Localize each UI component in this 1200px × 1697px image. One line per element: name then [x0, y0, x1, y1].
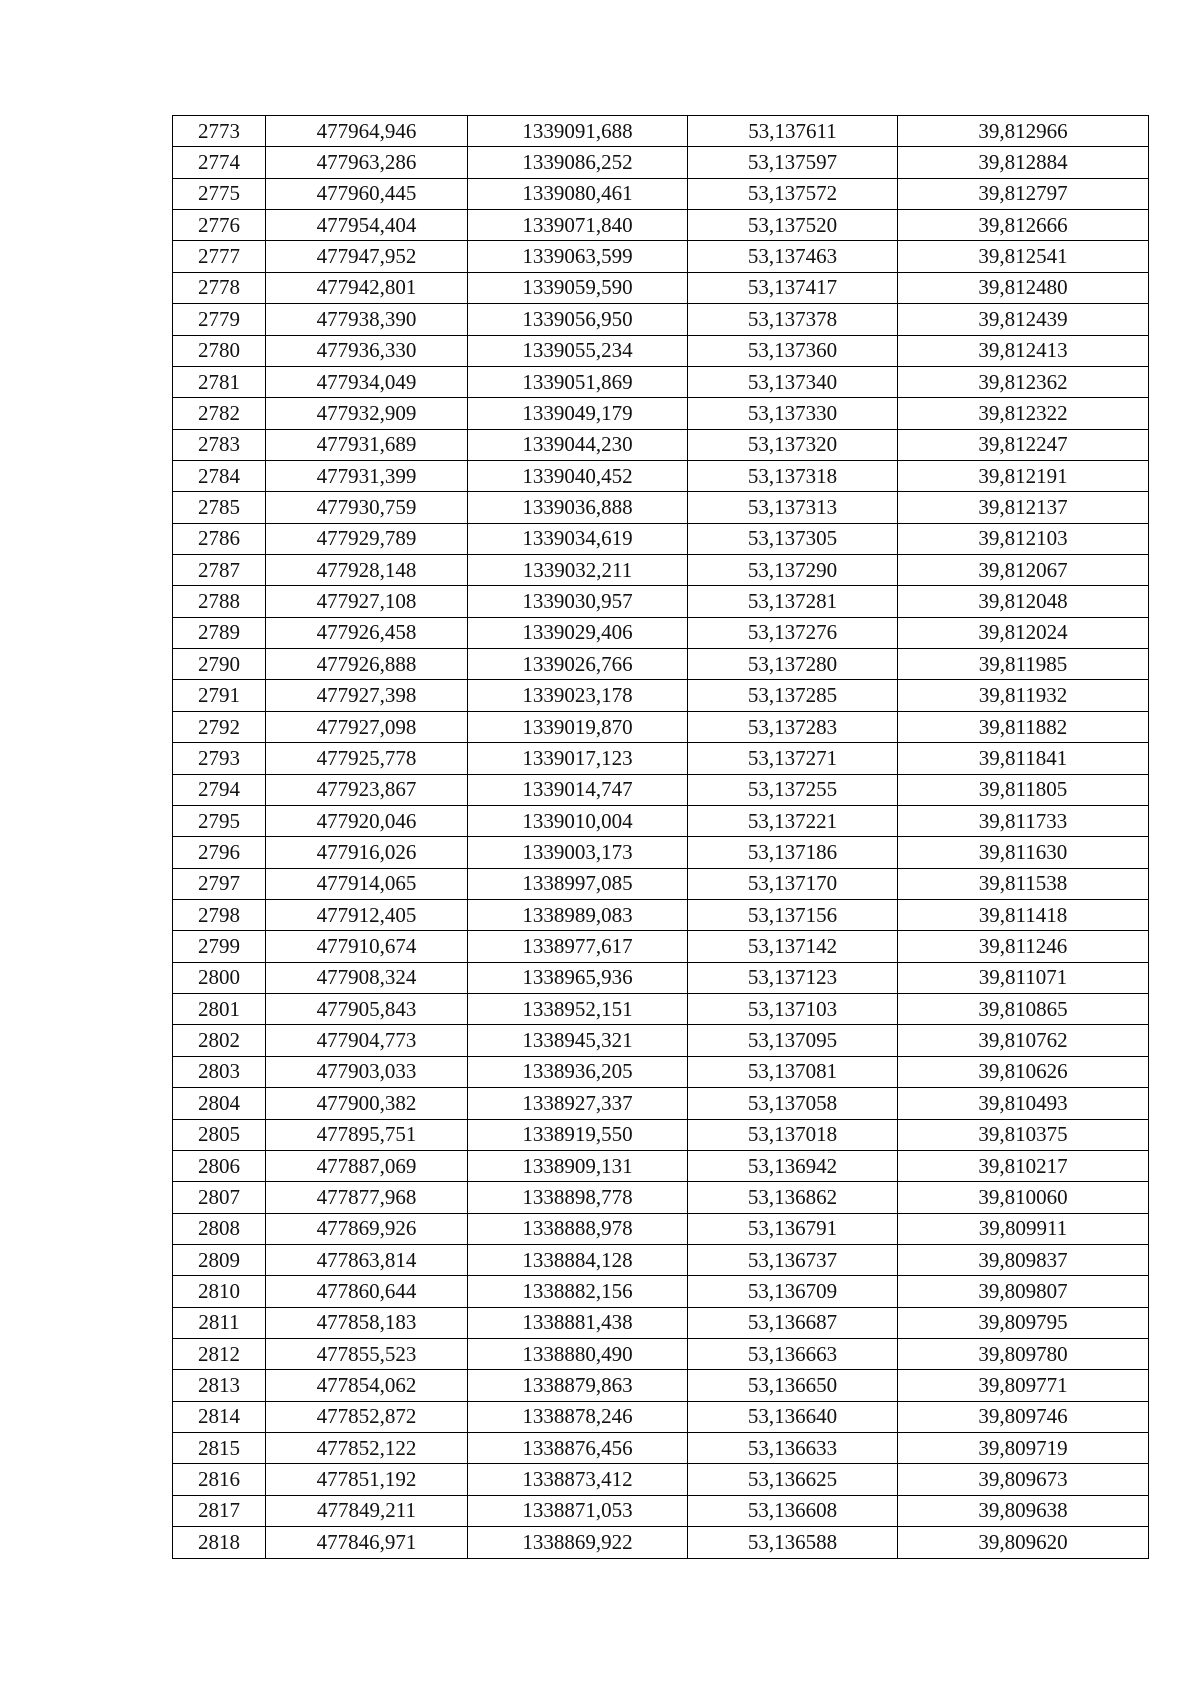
latitude-cell: 53,137285 [688, 680, 898, 711]
y-coordinate-cell: 1339059,590 [468, 272, 688, 303]
longitude-cell: 39,809780 [898, 1339, 1149, 1370]
y-coordinate-cell: 1339023,178 [468, 680, 688, 711]
table-row [173, 1244, 1149, 1275]
y-coordinate-cell: 1339086,252 [468, 147, 688, 178]
point-number-cell: 2799 [173, 931, 266, 962]
latitude-cell: 53,137305 [688, 523, 898, 554]
table-row [173, 1025, 1149, 1056]
x-coordinate-cell: 477905,843 [266, 994, 468, 1025]
table-row [173, 210, 1149, 241]
x-coordinate-cell: 477914,065 [266, 868, 468, 899]
table-row [173, 1370, 1149, 1401]
longitude-cell: 39,809620 [898, 1527, 1149, 1558]
table-row [173, 711, 1149, 742]
table-row [173, 994, 1149, 1025]
table-row [173, 837, 1149, 868]
longitude-cell: 39,812067 [898, 555, 1149, 586]
table-row [173, 962, 1149, 993]
x-coordinate-cell: 477860,644 [266, 1276, 468, 1307]
y-coordinate-cell: 1338927,337 [468, 1088, 688, 1119]
x-coordinate-cell: 477927,398 [266, 680, 468, 711]
latitude-cell: 53,136791 [688, 1213, 898, 1244]
point-number-cell: 2816 [173, 1464, 266, 1495]
y-coordinate-cell: 1338919,550 [468, 1119, 688, 1150]
x-coordinate-cell: 477930,759 [266, 492, 468, 523]
longitude-cell: 39,812413 [898, 335, 1149, 366]
y-coordinate-cell: 1338876,456 [468, 1433, 688, 1464]
latitude-cell: 53,137095 [688, 1025, 898, 1056]
y-coordinate-cell: 1338873,412 [468, 1464, 688, 1495]
table-row [173, 178, 1149, 209]
x-coordinate-cell: 477910,674 [266, 931, 468, 962]
x-coordinate-cell: 477923,867 [266, 774, 468, 805]
point-number-cell: 2775 [173, 178, 266, 209]
y-coordinate-cell: 1338881,438 [468, 1307, 688, 1338]
x-coordinate-cell: 477895,751 [266, 1119, 468, 1150]
latitude-cell: 53,137611 [688, 116, 898, 147]
longitude-cell: 39,809638 [898, 1495, 1149, 1526]
y-coordinate-cell: 1338888,978 [468, 1213, 688, 1244]
latitude-cell: 53,137221 [688, 805, 898, 836]
point-number-cell: 2793 [173, 743, 266, 774]
point-number-cell: 2807 [173, 1182, 266, 1213]
x-coordinate-cell: 477900,382 [266, 1088, 468, 1119]
point-number-cell: 2781 [173, 366, 266, 397]
latitude-cell: 53,137142 [688, 931, 898, 962]
point-number-cell: 2778 [173, 272, 266, 303]
y-coordinate-cell: 1338909,131 [468, 1150, 688, 1181]
y-coordinate-cell: 1338880,490 [468, 1339, 688, 1370]
longitude-cell: 39,811882 [898, 711, 1149, 742]
latitude-cell: 53,137340 [688, 366, 898, 397]
point-number-cell: 2794 [173, 774, 266, 805]
longitude-cell: 39,809837 [898, 1244, 1149, 1275]
table-row [173, 1182, 1149, 1213]
latitude-cell: 53,136588 [688, 1527, 898, 1558]
longitude-cell: 39,811418 [898, 899, 1149, 930]
table-row [173, 429, 1149, 460]
x-coordinate-cell: 477887,069 [266, 1150, 468, 1181]
latitude-cell: 53,137330 [688, 398, 898, 429]
x-coordinate-cell: 477942,801 [266, 272, 468, 303]
table-row [173, 1119, 1149, 1150]
table-row [173, 523, 1149, 554]
latitude-cell: 53,137018 [688, 1119, 898, 1150]
latitude-cell: 53,137103 [688, 994, 898, 1025]
longitude-cell: 39,811538 [898, 868, 1149, 899]
y-coordinate-cell: 1339051,869 [468, 366, 688, 397]
latitude-cell: 53,137313 [688, 492, 898, 523]
y-coordinate-cell: 1339040,452 [468, 460, 688, 491]
y-coordinate-cell: 1338869,922 [468, 1527, 688, 1558]
x-coordinate-cell: 477912,405 [266, 899, 468, 930]
point-number-cell: 2815 [173, 1433, 266, 1464]
latitude-cell: 53,137255 [688, 774, 898, 805]
latitude-cell: 53,137597 [688, 147, 898, 178]
y-coordinate-cell: 1339063,599 [468, 241, 688, 272]
table-row [173, 241, 1149, 272]
latitude-cell: 53,136633 [688, 1433, 898, 1464]
longitude-cell: 39,812322 [898, 398, 1149, 429]
y-coordinate-cell: 1338879,863 [468, 1370, 688, 1401]
table-row [173, 1056, 1149, 1087]
longitude-cell: 39,812103 [898, 523, 1149, 554]
latitude-cell: 53,137271 [688, 743, 898, 774]
y-coordinate-cell: 1339010,004 [468, 805, 688, 836]
x-coordinate-cell: 477908,324 [266, 962, 468, 993]
latitude-cell: 53,137360 [688, 335, 898, 366]
latitude-cell: 53,136625 [688, 1464, 898, 1495]
longitude-cell: 39,809771 [898, 1370, 1149, 1401]
latitude-cell: 53,137320 [688, 429, 898, 460]
table-row [173, 1339, 1149, 1370]
y-coordinate-cell: 1338936,205 [468, 1056, 688, 1087]
point-number-cell: 2809 [173, 1244, 266, 1275]
table-row [173, 1307, 1149, 1338]
latitude-cell: 53,137290 [688, 555, 898, 586]
latitude-cell: 53,136687 [688, 1307, 898, 1338]
longitude-cell: 39,812048 [898, 586, 1149, 617]
point-number-cell: 2811 [173, 1307, 266, 1338]
point-number-cell: 2787 [173, 555, 266, 586]
point-number-cell: 2777 [173, 241, 266, 272]
table-row [173, 272, 1149, 303]
table-row [173, 586, 1149, 617]
y-coordinate-cell: 1338977,617 [468, 931, 688, 962]
y-coordinate-cell: 1338997,085 [468, 868, 688, 899]
longitude-cell: 39,812024 [898, 617, 1149, 648]
point-number-cell: 2785 [173, 492, 266, 523]
table-row [173, 931, 1149, 962]
coordinates-table-body [173, 116, 1149, 1559]
x-coordinate-cell: 477863,814 [266, 1244, 468, 1275]
point-number-cell: 2801 [173, 994, 266, 1025]
x-coordinate-cell: 477938,390 [266, 304, 468, 335]
latitude-cell: 53,136640 [688, 1401, 898, 1432]
latitude-cell: 53,136737 [688, 1244, 898, 1275]
table-row [173, 1464, 1149, 1495]
point-number-cell: 2773 [173, 116, 266, 147]
y-coordinate-cell: 1339032,211 [468, 555, 688, 586]
longitude-cell: 39,812191 [898, 460, 1149, 491]
x-coordinate-cell: 477947,952 [266, 241, 468, 272]
x-coordinate-cell: 477877,968 [266, 1182, 468, 1213]
y-coordinate-cell: 1338965,936 [468, 962, 688, 993]
y-coordinate-cell: 1339055,234 [468, 335, 688, 366]
table-row [173, 492, 1149, 523]
x-coordinate-cell: 477931,399 [266, 460, 468, 491]
x-coordinate-cell: 477854,062 [266, 1370, 468, 1401]
table-row [173, 868, 1149, 899]
longitude-cell: 39,810626 [898, 1056, 1149, 1087]
latitude-cell: 53,136862 [688, 1182, 898, 1213]
table-row [173, 899, 1149, 930]
point-number-cell: 2786 [173, 523, 266, 554]
y-coordinate-cell: 1339034,619 [468, 523, 688, 554]
y-coordinate-cell: 1339044,230 [468, 429, 688, 460]
table-row [173, 1088, 1149, 1119]
table-row [173, 1150, 1149, 1181]
x-coordinate-cell: 477928,148 [266, 555, 468, 586]
x-coordinate-cell: 477934,049 [266, 366, 468, 397]
x-coordinate-cell: 477927,098 [266, 711, 468, 742]
x-coordinate-cell: 477846,971 [266, 1527, 468, 1558]
latitude-cell: 53,136942 [688, 1150, 898, 1181]
table-row [173, 774, 1149, 805]
table-row [173, 680, 1149, 711]
x-coordinate-cell: 477963,286 [266, 147, 468, 178]
longitude-cell: 39,810060 [898, 1182, 1149, 1213]
longitude-cell: 39,812541 [898, 241, 1149, 272]
latitude-cell: 53,137058 [688, 1088, 898, 1119]
point-number-cell: 2784 [173, 460, 266, 491]
longitude-cell: 39,810762 [898, 1025, 1149, 1056]
latitude-cell: 53,137081 [688, 1056, 898, 1087]
longitude-cell: 39,809673 [898, 1464, 1149, 1495]
point-number-cell: 2790 [173, 649, 266, 680]
longitude-cell: 39,812666 [898, 210, 1149, 241]
x-coordinate-cell: 477926,458 [266, 617, 468, 648]
longitude-cell: 39,812439 [898, 304, 1149, 335]
y-coordinate-cell: 1338952,151 [468, 994, 688, 1025]
longitude-cell: 39,811733 [898, 805, 1149, 836]
longitude-cell: 39,811630 [898, 837, 1149, 868]
y-coordinate-cell: 1339029,406 [468, 617, 688, 648]
table-row [173, 649, 1149, 680]
latitude-cell: 53,137281 [688, 586, 898, 617]
latitude-cell: 53,137170 [688, 868, 898, 899]
y-coordinate-cell: 1338898,778 [468, 1182, 688, 1213]
table-row [173, 460, 1149, 491]
y-coordinate-cell: 1339036,888 [468, 492, 688, 523]
latitude-cell: 53,137318 [688, 460, 898, 491]
point-number-cell: 2780 [173, 335, 266, 366]
table-row [173, 1213, 1149, 1244]
longitude-cell: 39,811246 [898, 931, 1149, 962]
longitude-cell: 39,812797 [898, 178, 1149, 209]
point-number-cell: 2776 [173, 210, 266, 241]
latitude-cell: 53,136608 [688, 1495, 898, 1526]
point-number-cell: 2804 [173, 1088, 266, 1119]
x-coordinate-cell: 477858,183 [266, 1307, 468, 1338]
x-coordinate-cell: 477849,211 [266, 1495, 468, 1526]
y-coordinate-cell: 1338871,053 [468, 1495, 688, 1526]
x-coordinate-cell: 477936,330 [266, 335, 468, 366]
longitude-cell: 39,812247 [898, 429, 1149, 460]
latitude-cell: 53,136663 [688, 1339, 898, 1370]
x-coordinate-cell: 477964,946 [266, 116, 468, 147]
point-number-cell: 2798 [173, 899, 266, 930]
y-coordinate-cell: 1339003,173 [468, 837, 688, 868]
latitude-cell: 53,136650 [688, 1370, 898, 1401]
x-coordinate-cell: 477916,026 [266, 837, 468, 868]
point-number-cell: 2788 [173, 586, 266, 617]
x-coordinate-cell: 477855,523 [266, 1339, 468, 1370]
longitude-cell: 39,810217 [898, 1150, 1149, 1181]
x-coordinate-cell: 477954,404 [266, 210, 468, 241]
latitude-cell: 53,137378 [688, 304, 898, 335]
longitude-cell: 39,810865 [898, 994, 1149, 1025]
point-number-cell: 2808 [173, 1213, 266, 1244]
point-number-cell: 2779 [173, 304, 266, 335]
x-coordinate-cell: 477920,046 [266, 805, 468, 836]
x-coordinate-cell: 477932,909 [266, 398, 468, 429]
point-number-cell: 2806 [173, 1150, 266, 1181]
table-row [173, 1276, 1149, 1307]
x-coordinate-cell: 477927,108 [266, 586, 468, 617]
y-coordinate-cell: 1338878,246 [468, 1401, 688, 1432]
longitude-cell: 39,809746 [898, 1401, 1149, 1432]
longitude-cell: 39,809719 [898, 1433, 1149, 1464]
point-number-cell: 2792 [173, 711, 266, 742]
latitude-cell: 53,137280 [688, 649, 898, 680]
longitude-cell: 39,811071 [898, 962, 1149, 993]
table-row [173, 805, 1149, 836]
longitude-cell: 39,811985 [898, 649, 1149, 680]
x-coordinate-cell: 477926,888 [266, 649, 468, 680]
point-number-cell: 2813 [173, 1370, 266, 1401]
x-coordinate-cell: 477869,926 [266, 1213, 468, 1244]
point-number-cell: 2796 [173, 837, 266, 868]
longitude-cell: 39,810375 [898, 1119, 1149, 1150]
point-number-cell: 2814 [173, 1401, 266, 1432]
longitude-cell: 39,811932 [898, 680, 1149, 711]
point-number-cell: 2805 [173, 1119, 266, 1150]
x-coordinate-cell: 477852,872 [266, 1401, 468, 1432]
table-row [173, 555, 1149, 586]
longitude-cell: 39,811805 [898, 774, 1149, 805]
latitude-cell: 53,137283 [688, 711, 898, 742]
x-coordinate-cell: 477904,773 [266, 1025, 468, 1056]
latitude-cell: 53,137572 [688, 178, 898, 209]
table-row [173, 147, 1149, 178]
latitude-cell: 53,136709 [688, 1276, 898, 1307]
table-row [173, 398, 1149, 429]
latitude-cell: 53,137520 [688, 210, 898, 241]
latitude-cell: 53,137156 [688, 899, 898, 930]
table-row [173, 116, 1149, 147]
table-row [173, 743, 1149, 774]
point-number-cell: 2797 [173, 868, 266, 899]
latitude-cell: 53,137123 [688, 962, 898, 993]
y-coordinate-cell: 1339056,950 [468, 304, 688, 335]
longitude-cell: 39,811841 [898, 743, 1149, 774]
longitude-cell: 39,809911 [898, 1213, 1149, 1244]
y-coordinate-cell: 1339026,766 [468, 649, 688, 680]
point-number-cell: 2774 [173, 147, 266, 178]
longitude-cell: 39,809807 [898, 1276, 1149, 1307]
y-coordinate-cell: 1338882,156 [468, 1276, 688, 1307]
x-coordinate-cell: 477960,445 [266, 178, 468, 209]
y-coordinate-cell: 1339049,179 [468, 398, 688, 429]
longitude-cell: 39,812480 [898, 272, 1149, 303]
point-number-cell: 2817 [173, 1495, 266, 1526]
point-number-cell: 2812 [173, 1339, 266, 1370]
longitude-cell: 39,810493 [898, 1088, 1149, 1119]
table-row [173, 335, 1149, 366]
coordinates-table [172, 115, 1149, 1559]
y-coordinate-cell: 1338884,128 [468, 1244, 688, 1275]
y-coordinate-cell: 1339091,688 [468, 116, 688, 147]
table-row [173, 366, 1149, 397]
point-number-cell: 2789 [173, 617, 266, 648]
table-row [173, 1401, 1149, 1432]
point-number-cell: 2782 [173, 398, 266, 429]
longitude-cell: 39,812137 [898, 492, 1149, 523]
latitude-cell: 53,137417 [688, 272, 898, 303]
y-coordinate-cell: 1338989,083 [468, 899, 688, 930]
y-coordinate-cell: 1339017,123 [468, 743, 688, 774]
y-coordinate-cell: 1339030,957 [468, 586, 688, 617]
y-coordinate-cell: 1339071,840 [468, 210, 688, 241]
longitude-cell: 39,812362 [898, 366, 1149, 397]
point-number-cell: 2810 [173, 1276, 266, 1307]
x-coordinate-cell: 477929,789 [266, 523, 468, 554]
y-coordinate-cell: 1339080,461 [468, 178, 688, 209]
y-coordinate-cell: 1338945,321 [468, 1025, 688, 1056]
table-row [173, 617, 1149, 648]
latitude-cell: 53,137463 [688, 241, 898, 272]
y-coordinate-cell: 1339019,870 [468, 711, 688, 742]
longitude-cell: 39,809795 [898, 1307, 1149, 1338]
longitude-cell: 39,812966 [898, 116, 1149, 147]
point-number-cell: 2783 [173, 429, 266, 460]
table-row [173, 1495, 1149, 1526]
x-coordinate-cell: 477852,122 [266, 1433, 468, 1464]
point-number-cell: 2800 [173, 962, 266, 993]
table-row [173, 1433, 1149, 1464]
x-coordinate-cell: 477851,192 [266, 1464, 468, 1495]
point-number-cell: 2802 [173, 1025, 266, 1056]
x-coordinate-cell: 477903,033 [266, 1056, 468, 1087]
point-number-cell: 2818 [173, 1527, 266, 1558]
point-number-cell: 2803 [173, 1056, 266, 1087]
x-coordinate-cell: 477931,689 [266, 429, 468, 460]
x-coordinate-cell: 477925,778 [266, 743, 468, 774]
point-number-cell: 2795 [173, 805, 266, 836]
point-number-cell: 2791 [173, 680, 266, 711]
table-row [173, 1527, 1149, 1558]
latitude-cell: 53,137186 [688, 837, 898, 868]
table-row [173, 304, 1149, 335]
longitude-cell: 39,812884 [898, 147, 1149, 178]
y-coordinate-cell: 1339014,747 [468, 774, 688, 805]
latitude-cell: 53,137276 [688, 617, 898, 648]
